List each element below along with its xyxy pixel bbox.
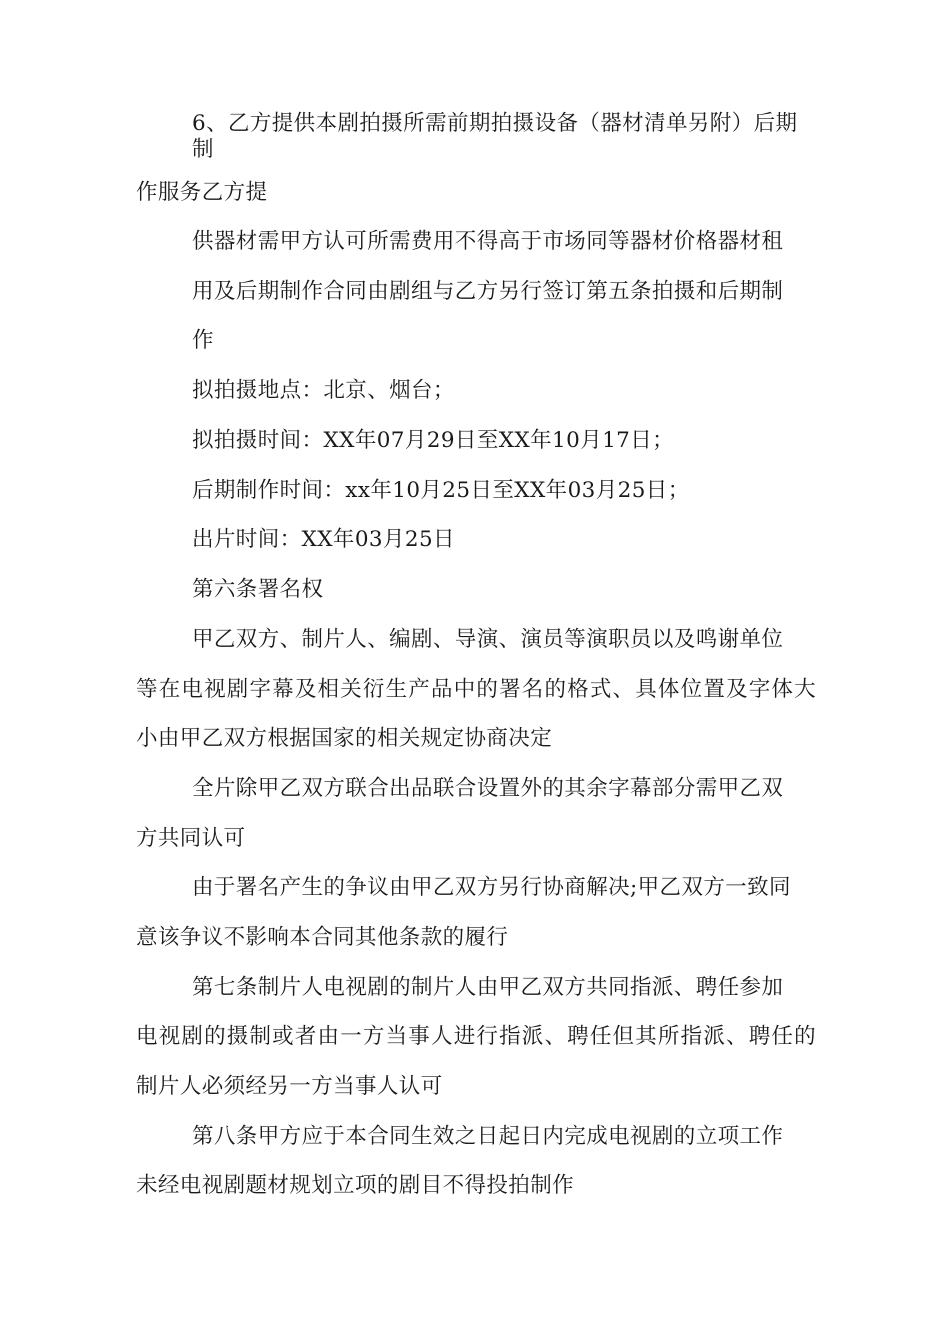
- text-line: 供器材需甲方认可所需费用不得高于市场同等器材价格器材租: [192, 229, 784, 254]
- text-line: 作: [192, 328, 214, 353]
- text-line: 出片时间：XX年03月25日: [192, 527, 455, 552]
- text-line: 拟拍摄地点：北京、烟台；: [192, 378, 455, 403]
- text-line: 未经电视剧题材规划立项的剧目不得投拍制作: [136, 1173, 575, 1198]
- section-heading: 第六条署名权: [192, 577, 324, 602]
- text-line: 作服务乙方提: [136, 180, 268, 205]
- text-line: 由于署名产生的争议由甲乙双方另行协商解决;甲乙双方一致同: [192, 875, 791, 900]
- text-line: 甲乙双方、制片人、编剧、导演、演员等演职员以及鸣谢单位: [192, 627, 784, 652]
- text-line: 小由甲乙双方根据国家的相关规定协商决定: [136, 726, 553, 751]
- text-line: 后期制作时间：xx年10月25日至XX年03月25日；: [192, 478, 690, 503]
- text-line: 方共同认可: [136, 826, 246, 851]
- text-line: 制片人必须经另一方当事人认可: [136, 1074, 443, 1099]
- text-line: 制: [192, 137, 214, 162]
- text-line: 拟拍摄时间：XX年07月29日至XX年10月17日；: [192, 428, 675, 453]
- text-line: 等在电视剧字幕及相关衍生产品中的署名的格式、具体位置及字体大: [136, 677, 816, 702]
- text-line: 第七条制片人电视剧的制片人由甲乙双方共同指派、聘任参加: [192, 975, 784, 1000]
- text-line: 意该争议不影响本合同其他条款的履行: [136, 925, 509, 950]
- text-line: 全片除甲乙双方联合出品联合设置外的其余字幕部分需甲乙双: [192, 776, 784, 801]
- text-line: 6、乙方提供本剧拍摄所需前期拍摄设备（器材清单另附）后期: [192, 111, 798, 136]
- text-line: 用及后期制作合同由剧组与乙方另行签订第五条拍摄和后期制: [192, 279, 784, 304]
- text-line: 电视剧的摄制或者由一方当事人进行指派、聘任但其所指派、聘任的: [136, 1024, 816, 1049]
- text-line: 第八条甲方应于本合同生效之日起日内完成电视剧的立项工作: [192, 1124, 784, 1149]
